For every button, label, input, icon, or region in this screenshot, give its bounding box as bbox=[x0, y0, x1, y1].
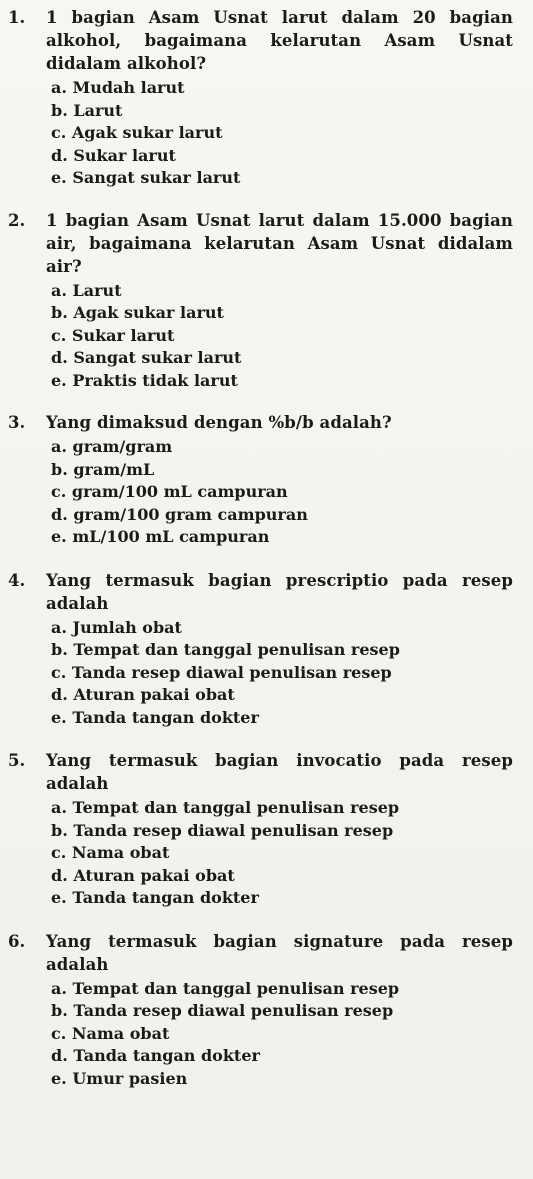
question-1 bbox=[8, 6, 513, 190]
question-text: Yang dimaksud dengan %b/b adalah? bbox=[46, 413, 392, 432]
option-d: d. Aturan pakai obat bbox=[51, 865, 235, 885]
option-e: e. Praktis tidak larut bbox=[51, 370, 238, 390]
option-a: a. Tempat dan tanggal penulisan resep bbox=[51, 798, 400, 817]
option-b: b. gram/mL bbox=[51, 459, 155, 479]
question-text: Yang termasuk bagian signature pada resep adalah bbox=[46, 931, 513, 974]
option-d: d. Aturan pakai obat bbox=[51, 685, 235, 704]
question-5 bbox=[8, 749, 513, 910]
option-list bbox=[8, 797, 513, 910]
option-list bbox=[8, 280, 513, 393]
option-c: c. Sukar larut bbox=[51, 325, 175, 345]
option-b: b. Tanda resep diawal penulisan resep bbox=[51, 1001, 394, 1020]
option-c: c. Tanda resep diawal penulisan resep bbox=[51, 662, 392, 682]
option-a: a. Jumlah obat bbox=[51, 617, 182, 637]
option-list bbox=[8, 617, 513, 730]
option-e: e. mL/100 mL campuran bbox=[51, 527, 270, 546]
option-e: e. Sangat sukar larut bbox=[51, 168, 241, 187]
question-text: Yang termasuk bagian invocatio pada resep adalah bbox=[46, 751, 513, 793]
option-d: d. Sukar larut bbox=[51, 145, 176, 165]
option-list bbox=[8, 436, 513, 549]
option-a: a. Larut bbox=[51, 280, 122, 300]
option-c: c. Agak sukar larut bbox=[51, 123, 223, 142]
question-3 bbox=[8, 411, 513, 549]
option-b: b. Tanda resep diawal penulisan resep bbox=[51, 820, 394, 840]
question-4 bbox=[8, 569, 513, 730]
option-a: a. Tempat dan tanggal penulisan resep bbox=[51, 978, 400, 998]
question-number: 2. bbox=[8, 210, 26, 230]
option-c: c. gram/100 mL campuran bbox=[51, 482, 288, 501]
question-number: 1. bbox=[8, 8, 26, 27]
question-number: 6. bbox=[8, 931, 26, 951]
question-text: Yang termasuk bagian prescriptio pada resep adalah bbox=[46, 570, 513, 613]
option-e: e. Tanda tangan dokter bbox=[51, 888, 259, 907]
question-6 bbox=[8, 930, 513, 1091]
option-list bbox=[8, 978, 513, 1091]
option-e: e. Umur pasien bbox=[51, 1068, 188, 1088]
option-c: c. Nama obat bbox=[51, 843, 170, 862]
option-b: b. Agak sukar larut bbox=[51, 303, 224, 322]
option-d: d. gram/100 gram campuran bbox=[51, 504, 308, 524]
option-a: a. gram/gram bbox=[51, 437, 173, 456]
question-text: 1 bagian Asam Usnat larut dalam 20 bagian alkohol, bagaimana kelarutan Asam Usnat didalam alkohol? bbox=[46, 8, 513, 73]
option-d: d. Sangat sukar larut bbox=[51, 348, 242, 367]
option-e: e. Tanda tangan dokter bbox=[51, 707, 259, 727]
question-number: 4. bbox=[8, 570, 26, 590]
question-2 bbox=[8, 209, 513, 393]
option-a: a. Mudah larut bbox=[51, 78, 185, 97]
option-b: b. Tempat dan tanggal penulisan resep bbox=[51, 640, 400, 659]
option-d: d. Tanda tangan dokter bbox=[51, 1046, 260, 1065]
question-number: 5. bbox=[8, 751, 26, 770]
question-number: 3. bbox=[8, 413, 26, 432]
option-list bbox=[8, 77, 513, 190]
question-text: 1 bagian Asam Usnat larut dalam 15.000 bagian air, bagaimana kelarutan Asam Usnat didalam air? bbox=[46, 210, 513, 276]
option-c: c. Nama obat bbox=[51, 1023, 170, 1043]
option-b: b. Larut bbox=[51, 100, 123, 120]
